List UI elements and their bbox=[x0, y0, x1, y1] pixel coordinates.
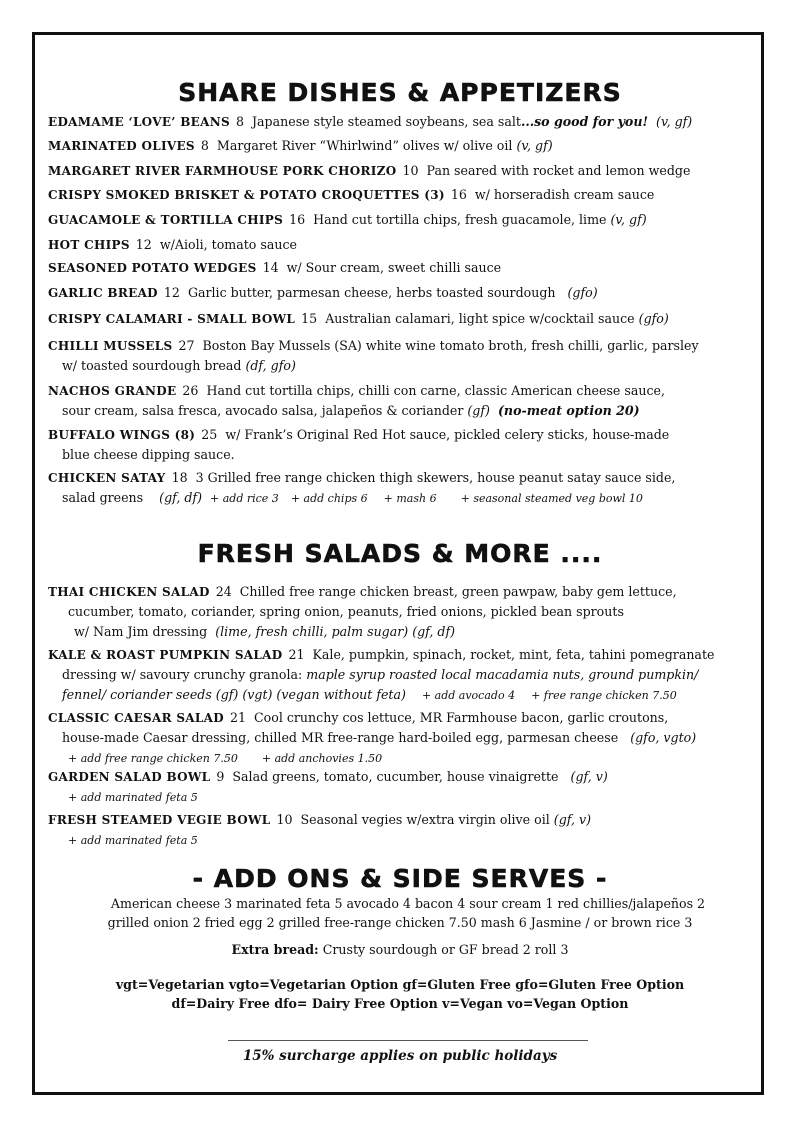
item-name: MARINATED OLIVES bbox=[48, 139, 195, 153]
item-price: 12 bbox=[135, 237, 152, 252]
item-name: EDAMAME ‘LOVE’ BEANS bbox=[48, 115, 230, 129]
item-desc: Seasonal vegies w/extra virgin olive oil bbox=[300, 812, 550, 827]
item-name: CHICKEN SATAY bbox=[48, 471, 166, 485]
menu-item bbox=[48, 112, 748, 132]
item-price: 27 bbox=[178, 338, 195, 353]
item-name: GUACAMOLE & TORTILLA CHIPS bbox=[48, 213, 284, 227]
addons-line: American cheese 3 marinated feta 5 avocado 4 bacon 4 sour cream 1 red chillies/jalapeños 2 bbox=[110, 896, 706, 911]
item-desc: Cool crunchy cos lettuce, MR Farmhouse bacon, garlic croutons, bbox=[254, 710, 669, 725]
item-price: 8 bbox=[235, 114, 244, 129]
dietary-legend: vgt=Vegetarian vgto=Vegetarian Option gf=Gluten Free gfo=Gluten Free Option bbox=[115, 977, 685, 992]
menu-item bbox=[48, 136, 748, 156]
item-desc: Pan seared with rocket and lemon wedge bbox=[426, 163, 691, 178]
item-desc-cont: w/ toasted sourdough bread bbox=[62, 358, 242, 373]
item-emphasis: ...so good for you! bbox=[520, 114, 649, 129]
item-desc-cont: dressing w/ savoury crunchy granola: bbox=[62, 667, 303, 682]
item-desc: w/Aioli, tomato sauce bbox=[159, 237, 297, 252]
menu-item bbox=[48, 161, 748, 181]
item-tags: (lime, fresh chilli, palm sugar) (gf, df) bbox=[215, 624, 456, 639]
item-desc: Australian calamari, light spice w/cocktail sauce bbox=[325, 311, 635, 326]
item-tags: (v, gf) bbox=[656, 114, 693, 129]
item-name: KALE & ROAST PUMPKIN SALAD bbox=[48, 648, 283, 662]
item-desc: Garlic butter, parmesan cheese, herbs toasted sourdough bbox=[187, 285, 556, 300]
menu-item bbox=[48, 258, 748, 278]
addons-line: grilled onion 2 fried egg 2 grilled free-range chicken 7.50 mash 6 Jasmine / or brown rice 3 bbox=[107, 915, 693, 930]
item-option: (no-meat option 20) bbox=[497, 403, 640, 418]
item-name: CHILLI MUSSELS bbox=[48, 339, 173, 353]
item-desc-cont: house-made Caesar dressing, chilled MR free-range hard-boiled egg, parmesan cheese bbox=[62, 730, 619, 745]
item-price: 15 bbox=[301, 311, 318, 326]
item-ingredients: maple syrup roasted local macadamia nuts, ground pumpkin/ bbox=[306, 667, 699, 682]
menu-item bbox=[48, 185, 748, 205]
item-price: 9 bbox=[216, 769, 225, 784]
item-desc: Chilled free range chicken breast, green pawpaw, baby gem lettuce, bbox=[239, 584, 677, 599]
addon-option: + add avocado 4 bbox=[421, 689, 516, 702]
item-name: SEASONED POTATO WEDGES bbox=[48, 261, 257, 275]
item-tags: (gfo, vgto) bbox=[630, 730, 697, 745]
menu-item bbox=[48, 645, 748, 706]
item-price: 16 bbox=[450, 187, 467, 202]
surcharge-note: 15% surcharge applies on public holidays bbox=[242, 1048, 558, 1064]
item-price: 12 bbox=[163, 285, 180, 300]
item-desc: Boston Bay Mussels (SA) white wine tomato broth, fresh chilli, garlic, parsley bbox=[202, 338, 699, 353]
section-heading-addons: - ADD ONS & SIDE SERVES - bbox=[192, 864, 608, 893]
item-price: 26 bbox=[182, 383, 199, 398]
addon-option: + free range chicken 7.50 bbox=[531, 689, 677, 702]
item-name: GARDEN SALAD BOWL bbox=[48, 770, 211, 784]
item-price: 14 bbox=[262, 260, 279, 275]
extra-bread-text: Crusty sourdough or GF bread 2 roll 3 bbox=[322, 942, 569, 957]
item-desc-cont: cucumber, tomato, coriander, spring onion, peanuts, fried onions, pickled bean sprouts bbox=[68, 604, 624, 619]
addon-option: + add marinated feta 5 bbox=[68, 791, 198, 804]
item-tags: (gf, v) bbox=[553, 812, 592, 827]
addon-option: + add anchovies 1.50 bbox=[261, 752, 383, 765]
menu-item bbox=[48, 210, 748, 230]
item-desc: w/ Frank’s Original Red Hot sauce, pickled celery sticks, house-made bbox=[225, 427, 670, 442]
item-price: 16 bbox=[289, 212, 306, 227]
item-price: 25 bbox=[201, 427, 218, 442]
menu-item bbox=[48, 810, 748, 851]
divider bbox=[228, 1040, 588, 1041]
item-name: GARLIC BREAD bbox=[48, 286, 158, 300]
item-desc: Kale, pumpkin, spinach, rocket, mint, feta, tahini pomegranate bbox=[312, 647, 715, 662]
item-name: CRISPY CALAMARI - SMALL BOWL bbox=[48, 312, 296, 326]
menu-item bbox=[48, 309, 748, 329]
item-desc: 3 Grilled free range chicken thigh skewers, house peanut satay sauce side, bbox=[195, 470, 676, 485]
extra-bread-label: Extra bread: bbox=[231, 942, 319, 957]
extra-bread bbox=[0, 940, 800, 960]
item-tags: (gf, v) bbox=[570, 769, 608, 784]
addon-option: + add rice 3 bbox=[210, 492, 279, 505]
item-desc: w/ Sour cream, sweet chilli sauce bbox=[286, 260, 502, 275]
item-name: CLASSIC CAESAR SALAD bbox=[48, 711, 224, 725]
item-name: MARGARET RIVER FARMHOUSE PORK CHORIZO bbox=[48, 164, 397, 178]
item-name: THAI CHICKEN SALAD bbox=[48, 585, 210, 599]
item-desc: w/ horseradish cream sauce bbox=[474, 187, 655, 202]
item-tags: (v, gf) bbox=[610, 212, 647, 227]
item-tags: (gfo) bbox=[638, 311, 669, 326]
addon-option: + add chips 6 bbox=[290, 492, 368, 505]
addon-option: + add free range chicken 7.50 bbox=[68, 752, 238, 765]
section-heading-salads: FRESH SALADS & MORE .... bbox=[197, 539, 603, 568]
item-tags: (df, gfo) bbox=[245, 358, 296, 373]
item-price: 21 bbox=[229, 710, 247, 725]
item-price: 10 bbox=[276, 812, 293, 827]
item-tags: (gf) bbox=[467, 403, 490, 418]
item-desc: Hand cut tortilla chips, fresh guacamole, lime bbox=[313, 212, 607, 227]
item-price: 8 bbox=[200, 138, 209, 153]
item-tags: (gfo) bbox=[567, 285, 598, 300]
menu-item bbox=[48, 425, 748, 465]
item-desc: Hand cut tortilla chips, chilli con carne, classic American cheese sauce, bbox=[206, 383, 665, 398]
item-desc-cont: sour cream, salsa fresca, avocado salsa, jalapeños & coriander bbox=[62, 403, 464, 418]
menu-item bbox=[48, 235, 748, 255]
menu-item bbox=[48, 582, 748, 642]
item-desc-cont: w/ Nam Jim dressing bbox=[74, 624, 208, 639]
item-price: 10 bbox=[402, 163, 419, 178]
section-heading-share: SHARE DISHES & APPETIZERS bbox=[178, 78, 622, 107]
addon-option: + seasonal steamed veg bowl 10 bbox=[460, 492, 643, 505]
item-name: CRISPY SMOKED BRISKET & POTATO CROQUETTES (3) bbox=[48, 188, 445, 202]
menu-item bbox=[48, 767, 748, 808]
menu-item bbox=[48, 381, 748, 421]
dietary-legend: df=Dairy Free dfo= Dairy Free Option v=Vegan vo=Vegan Option bbox=[171, 996, 629, 1011]
item-name: HOT CHIPS bbox=[48, 238, 130, 252]
item-name: FRESH STEAMED VEGIE BOWL bbox=[48, 813, 271, 827]
menu-item bbox=[48, 336, 748, 376]
menu-item bbox=[48, 283, 748, 303]
item-name: BUFFALO WINGS (8) bbox=[48, 428, 196, 442]
item-tags: (gf, df) bbox=[159, 490, 202, 505]
addon-option: + add marinated feta 5 bbox=[68, 834, 198, 847]
item-desc-cont: blue cheese dipping sauce. bbox=[62, 447, 235, 462]
item-price: 21 bbox=[288, 647, 305, 662]
item-name: NACHOS GRANDE bbox=[48, 384, 177, 398]
item-price: 18 bbox=[171, 470, 188, 485]
item-tags: (v, gf) bbox=[516, 138, 553, 153]
item-desc-cont: salad greens bbox=[62, 490, 144, 505]
addon-option: + mash 6 bbox=[383, 492, 437, 505]
menu-item bbox=[48, 468, 748, 509]
item-desc: Margaret River “Whirlwind” olives w/ olive oil bbox=[216, 138, 513, 153]
item-price: 24 bbox=[215, 584, 232, 599]
item-desc: Japanese style steamed soybeans, sea salt bbox=[252, 114, 521, 129]
item-desc-cont: fennel/ coriander seeds (gf) (vgt) (vegan without feta) bbox=[62, 687, 406, 702]
menu-item bbox=[48, 708, 748, 769]
item-desc: Salad greens, tomato, cucumber, house vinaigrette bbox=[232, 769, 559, 784]
